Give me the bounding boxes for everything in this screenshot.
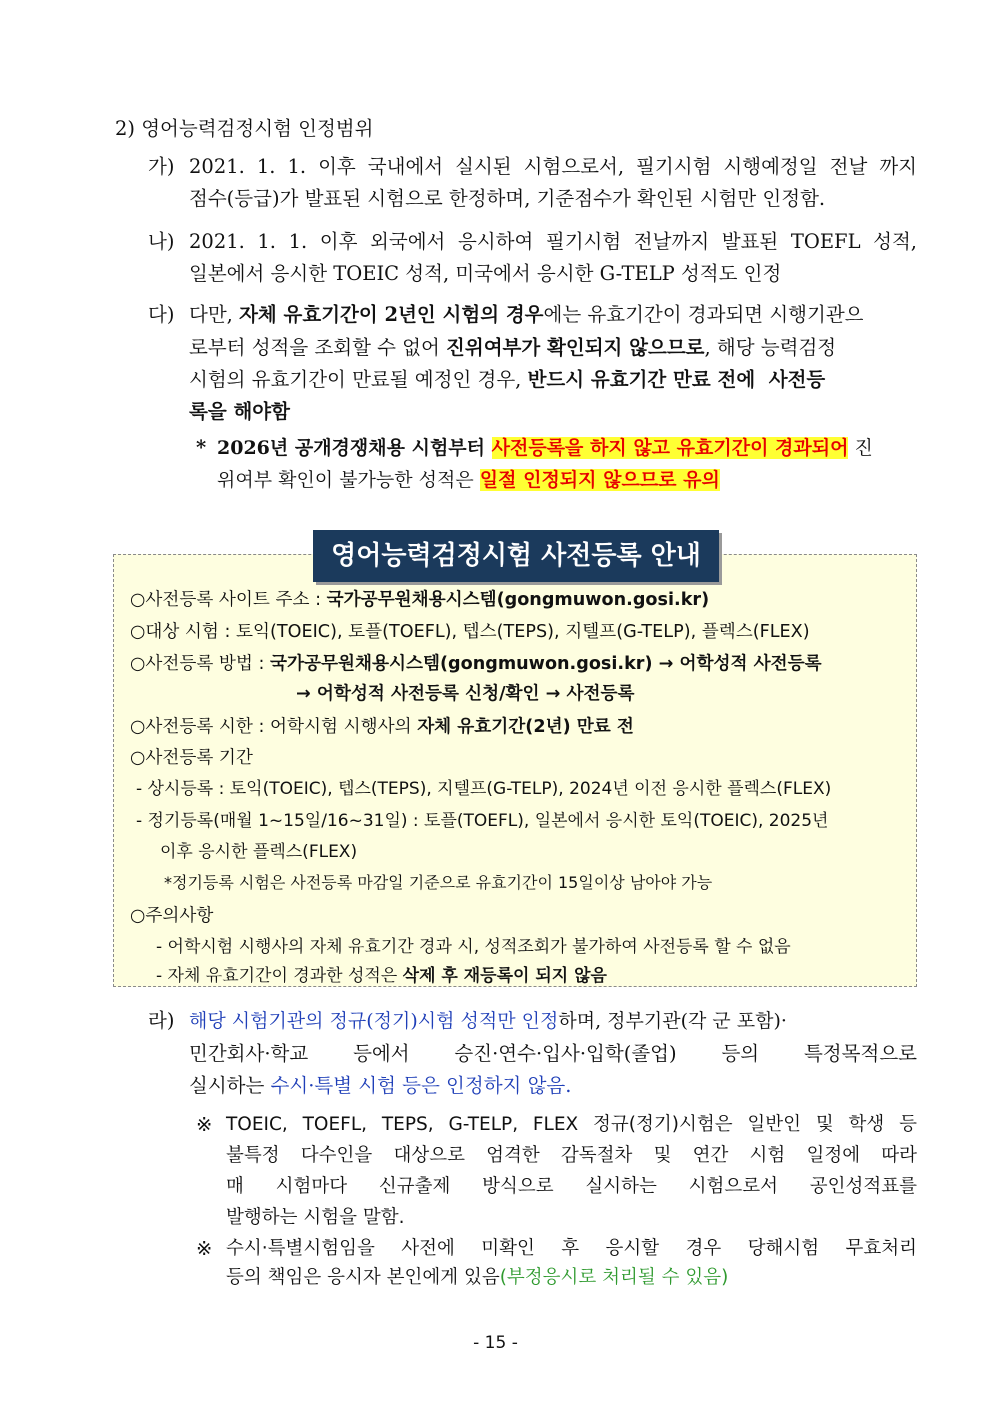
item-ra-line1 <box>189 1006 787 1036</box>
item-da-marker <box>148 300 174 330</box>
item-ra-l1-b: 하며, 정부기관(각 군 포함)· <box>558 1010 787 1032</box>
ref2-line1 <box>226 1234 917 1264</box>
notice-caution2-a: - 자체 유효기간이 경과한 성적은 <box>156 966 403 986</box>
note-a: 2026년 공개경쟁채용 시험부터 <box>217 437 492 459</box>
item-da-l2-c: , 해당 능력검정 <box>704 336 837 359</box>
item-ra-l2: 민간회사·학교 등에서 승진·연수·입사·입학(졸업) 등의 특정목적으로 <box>189 1042 917 1065</box>
section-heading <box>115 114 373 144</box>
notice-period-note-text: *정기등록 시험은 사전등록 마감일 기준으로 유효기간이 15일이상 남아야 가능 <box>164 873 713 892</box>
item-na-line1 <box>189 227 917 257</box>
notice-caution-2 <box>156 962 607 990</box>
item-da-line3 <box>189 365 825 395</box>
item-ra-line3 <box>189 1071 571 1101</box>
item-ga-marker <box>148 152 174 182</box>
item-da-l1-a: 다만, <box>189 303 240 326</box>
notice-method-label: ○사전등록 방법 : <box>130 654 271 674</box>
item-ra-line2 <box>189 1039 917 1069</box>
ref1-l2: 불특정 다수인을 대상으로 엄격한 감독절차 및 연간 시험 일정에 따라 <box>226 1145 917 1166</box>
ref1-mark-text: ※ <box>196 1113 213 1136</box>
ref1-line4 <box>226 1203 404 1233</box>
notice-period-label <box>130 744 253 772</box>
section-heading-text: 2) 영어능력검정시험 인정범위 <box>115 117 374 140</box>
notice-target-text: ○대상 시험 : 토익(TOEIC), 토플(TOEFL), 텝스(TEPS), 지텔프(G-TELP), 플렉스(FLEX) <box>130 622 810 642</box>
notice-period-regular <box>136 775 831 803</box>
ref2-l1: 수시·특별시험임을 사전에 미확인 후 응시할 경우 당해시험 무효처리 <box>226 1238 917 1259</box>
notice-target <box>130 618 810 646</box>
ref1-l4: 발행하는 시험을 말함. <box>226 1207 405 1228</box>
item-da-l1-b: 자체 유효기간이 2년인 시험의 경우 <box>239 303 544 326</box>
notice-period-regular-text: - 상시등록 : 토익(TOEIC), 텝스(TEPS), 지텔프(G-TELP), 2024년 이전 응시한 플렉스(FLEX) <box>136 779 832 799</box>
notice-period-label-text: ○사전등록 기간 <box>130 748 253 768</box>
item-da-l3-a: 시험의 유효기간이 만료될 예정인 경우, <box>189 368 528 391</box>
item-na-line1-text: 2021. 1. 1. 이후 외국에서 응시하여 필기시험 전날까지 발표된 TOEFL 성적, <box>189 230 917 253</box>
item-ga-line2 <box>189 184 825 214</box>
item-da-line1 <box>189 300 864 330</box>
notice-deadline-value: 자체 유효기간(2년) 만료 전 <box>417 717 634 737</box>
ref1-l3: 매 시험마다 신규출제 방식으로 실시하는 시험으로서 공인성적표를 <box>226 1176 917 1197</box>
ref1-line3 <box>226 1172 917 1202</box>
item-da-l4: 록을 해야함 <box>189 400 290 423</box>
item-da-line2 <box>189 333 836 363</box>
item-na-line2 <box>189 259 781 289</box>
item-ga-line1-text: 2021. 1. 1. 이후 국내에서 실시된 시험으로서, 필기시험 시행예정일 전날 까지 <box>189 155 917 178</box>
item-da-line4 <box>189 397 290 427</box>
note-star-text: * <box>196 436 207 459</box>
notice-title: 영어능력검정시험 사전등록 안내 <box>313 530 719 582</box>
notice-method-2 <box>296 680 634 708</box>
notice-method-value: 국가공무원채용시스템(gongmuwon.gosi.kr) → 어학성적 사전등록 <box>270 654 822 674</box>
notice-caution2-b: 삭제 후 재등록이 되지 않음 <box>402 966 607 986</box>
ref1-l1: TOEIC, TOEFL, TEPS, G-TELP, FLEX 정규(정기)시험은 일반인 및 학생 등 <box>226 1114 917 1135</box>
ref2-l2-a: 등의 책임은 응시자 본인에게 있음 <box>226 1267 500 1288</box>
notice-method <box>130 650 822 678</box>
item-da-l2-b: 진위여부가 확인되지 않으므로 <box>446 336 705 359</box>
notice-deadline <box>130 713 634 741</box>
item-na-marker <box>148 227 174 257</box>
page-number: - 15 - <box>473 1333 518 1353</box>
notice-site-label: ○사전등록 사이트 주소 : <box>130 590 327 610</box>
ref2-mark-text: ※ <box>196 1237 213 1260</box>
note2-b-highlight: 일절 인정되지 않으므로 유의 <box>479 469 720 491</box>
notice-period-note <box>164 869 712 897</box>
item-ga-marker-text: 가) <box>148 155 175 178</box>
ref1-line1 <box>226 1110 917 1140</box>
item-da-note-star <box>196 433 206 463</box>
notice-site <box>130 586 709 614</box>
item-da-note-line1 <box>217 433 873 463</box>
note-b-highlight: 사전등록을 하지 않고 유효기간이 경과되어 <box>491 437 849 459</box>
notice-period-fixed-2 <box>160 838 357 866</box>
note-c: 진 <box>848 437 873 459</box>
item-da-l2-a: 로부터 성적을 조회할 수 없어 <box>189 336 447 359</box>
notice-period-fixed-1 <box>136 807 828 835</box>
notice-caution-label-text: ○주의사항 <box>130 906 214 926</box>
notice-method-value2: → 어학성적 사전등록 신청/확인 → 사전등록 <box>296 684 635 704</box>
ref1-mark <box>196 1110 212 1140</box>
item-na-marker-text: 나) <box>148 230 175 253</box>
notice-site-value: 국가공무원채용시스템(gongmuwon.gosi.kr) <box>326 590 710 610</box>
note2-a: 위여부 확인이 불가능한 성적은 <box>217 469 480 491</box>
ref2-line2 <box>226 1263 728 1293</box>
item-ra-l3-b: 수시·특별 시험 등은 인정하지 않음. <box>270 1074 572 1097</box>
item-ra-marker <box>148 1006 174 1036</box>
notice-deadline-label: ○사전등록 시한 : 어학시험 시행사의 <box>130 717 418 737</box>
notice-caution1-text: - 어학시험 시행사의 자체 유효기간 경과 시, 성적조회가 불가하여 사전등록 할 수 없음 <box>156 937 791 957</box>
notice-period-fixed2-text: 이후 응시한 플렉스(FLEX) <box>160 842 358 862</box>
item-ra-marker-text: 라) <box>148 1009 175 1032</box>
item-da-l1-c: 에는 유효기간이 경과되면 시행기관으 <box>543 303 864 326</box>
item-ga-line1 <box>189 152 917 182</box>
notice-caution-label <box>130 902 213 930</box>
notice-period-fixed1-text: - 정기등록(매월 1~15일/16~31일) : 토플(TOEFL), 일본에서 응시한 토익(TOEIC), 2025년 <box>136 811 829 831</box>
ref1-line2 <box>226 1141 917 1171</box>
item-na-line2-text: 일본에서 응시한 TOEIC 성적, 미국에서 응시한 G-TELP 성적도 인정 <box>189 262 782 285</box>
item-ra-l3-a: 실시하는 <box>189 1074 271 1097</box>
item-da-marker-text: 다) <box>148 303 175 326</box>
item-da-l3-b: 반드시 유효기간 만료 전에 사전등 <box>527 368 826 391</box>
item-ra-l1-a: 해당 시험기관의 정규(정기)시험 성적만 인정 <box>189 1010 559 1032</box>
ref2-mark <box>196 1234 212 1264</box>
item-ga-line2-text: 점수(등급)가 발표된 시험으로 한정하며, 기준점수가 확인된 시험만 인정함. <box>189 187 826 210</box>
item-da-note-line2 <box>217 465 720 495</box>
ref2-l2-b: (부정응시로 처리될 수 있음) <box>499 1267 729 1288</box>
notice-caution-1 <box>156 933 791 961</box>
